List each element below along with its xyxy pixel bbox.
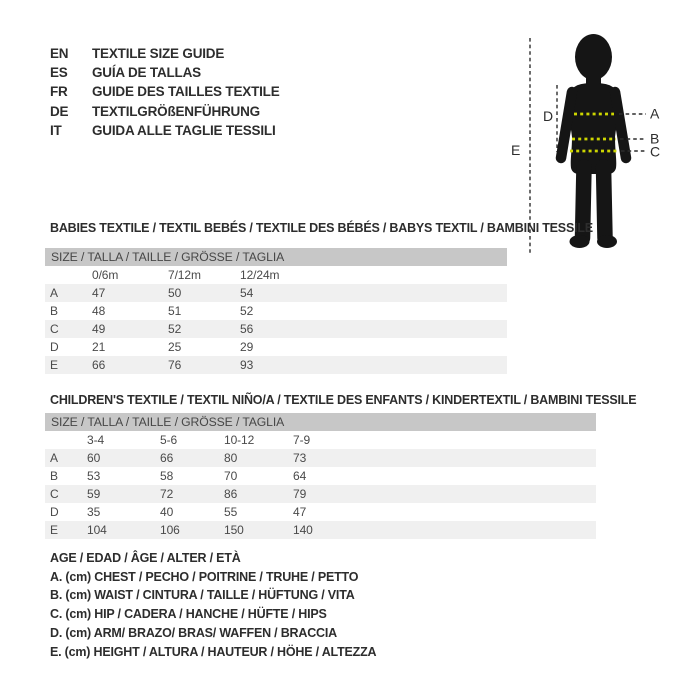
- cell-value: 52: [240, 304, 254, 318]
- babies-table-header: SIZE / TALLA / TAILLE / GRÖSSE / TAGLIA: [45, 248, 507, 266]
- cell-value: 66: [92, 358, 106, 372]
- language-row-fr: [50, 82, 280, 101]
- silhouette-right-arm: [615, 92, 626, 158]
- child-silhouette: [561, 34, 626, 248]
- row-label: C: [50, 322, 59, 336]
- table-row: [45, 485, 596, 503]
- children-size-columns-row: [45, 431, 596, 449]
- legend-chest-line: A. (cm) CHEST / PECHO / POITRINE / TRUHE / PETTO: [50, 569, 359, 584]
- legend-waist-line: B. (cm) WAIST / CINTURA / TAILLE / HÜFTUNG / VITA: [50, 588, 355, 603]
- legend-arm-line: D. (cm) ARM/ BRAZO/ BRAS/ WAFFEN / BRACCIA: [50, 625, 337, 640]
- cell-value: 21: [92, 340, 106, 354]
- cell-value: 25: [168, 340, 182, 354]
- table-row: [45, 521, 596, 539]
- cell-value: 59: [87, 487, 101, 501]
- language-row-en: [50, 44, 280, 63]
- cell-value: 76: [168, 358, 182, 372]
- cell-value: 58: [160, 469, 174, 483]
- table-row: [45, 467, 596, 485]
- column-header: 12/24m: [240, 268, 280, 282]
- table-row: [45, 338, 507, 356]
- language-title: TEXTILGRÖßENFÜHRUNG: [92, 103, 260, 119]
- empty-cell: [45, 431, 87, 449]
- row-label: E: [50, 523, 58, 537]
- language-row-de: [50, 102, 280, 121]
- row-label: D: [50, 340, 59, 354]
- babies-size-table: [45, 248, 507, 374]
- legend-hip-line: C. (cm) HIP / CADERA / HANCHE / HÜFTE / HIPS: [50, 607, 327, 622]
- row-label: D: [50, 505, 59, 519]
- cell-value: 80: [224, 451, 238, 465]
- cell-value: 66: [160, 451, 174, 465]
- cell-value: 72: [160, 487, 174, 501]
- language-code: DE: [50, 103, 69, 119]
- children-size-table: [45, 413, 596, 539]
- table-row: [45, 449, 596, 467]
- language-row-it: [50, 121, 280, 140]
- table-row: [45, 302, 507, 320]
- column-header: 7-9: [293, 433, 311, 447]
- cell-value: 56: [240, 322, 254, 336]
- language-title: GUIDA ALLE TAGLIE TESSILI: [92, 122, 276, 138]
- table-row: [45, 356, 507, 374]
- cell-value: 35: [87, 505, 101, 519]
- cell-value: 54: [240, 286, 254, 300]
- cell-value: 53: [87, 469, 101, 483]
- column-header: 0/6m: [92, 268, 119, 282]
- cell-value: 86: [224, 487, 238, 501]
- language-code: FR: [50, 84, 68, 100]
- hip-label: C: [650, 143, 660, 160]
- cell-value: 93: [240, 358, 254, 372]
- cell-value: 47: [293, 505, 307, 519]
- silhouette-right-foot: [597, 235, 617, 248]
- row-label: B: [50, 304, 58, 318]
- language-title: GUÍA DE TALLAS: [92, 65, 201, 81]
- measurement-legend: [50, 549, 376, 661]
- language-code: ES: [50, 65, 68, 81]
- table-row: [45, 503, 596, 521]
- cell-value: 29: [240, 340, 254, 354]
- cell-value: 48: [92, 304, 106, 318]
- row-label: E: [50, 358, 58, 372]
- legend-height-line: E. (cm) HEIGHT / ALTURA / HAUTEUR / HÖHE / ALTEZZA: [50, 644, 377, 659]
- arm-label: D: [543, 108, 553, 124]
- table-row: [45, 320, 507, 338]
- row-label: A: [50, 451, 58, 465]
- babies-size-columns-row: [45, 266, 507, 284]
- cell-value: 55: [224, 505, 238, 519]
- row-label: B: [50, 469, 58, 483]
- cell-value: 51: [168, 304, 182, 318]
- language-code: IT: [50, 122, 62, 138]
- cell-value: 104: [87, 523, 107, 537]
- silhouette-right-leg: [604, 167, 606, 238]
- cell-value: 106: [160, 523, 180, 537]
- cell-value: 70: [224, 469, 238, 483]
- cell-value: 150: [224, 523, 244, 537]
- cell-value: 64: [293, 469, 307, 483]
- column-header: 5-6: [160, 433, 178, 447]
- language-title: GUIDE DES TAILLES TEXTILE: [92, 84, 280, 100]
- empty-cell: [45, 266, 92, 284]
- language-title: TEXTILE SIZE GUIDE: [92, 46, 225, 62]
- children-table-header: SIZE / TALLA / TAILLE / GRÖSSE / TAGLIA: [45, 413, 596, 431]
- cell-value: 50: [168, 286, 182, 300]
- waist-label: B: [650, 130, 660, 147]
- table-row: [45, 284, 507, 302]
- column-header: 7/12m: [168, 268, 201, 282]
- column-header: 10-12: [224, 433, 255, 447]
- babies-table-title: BABIES TEXTILE / TEXTIL BEBÉS / TEXTILE DES BÉBÉS / BABYS TEXTIL / BAMBINI TESSILE: [50, 221, 593, 235]
- cell-value: 79: [293, 487, 307, 501]
- children-table-title: CHILDREN'S TEXTILE / TEXTIL NIÑO/A / TEXTILE DES ENFANTS / KINDERTEXTIL / BAMBINI TESSILE: [50, 393, 637, 407]
- legend-age-line: AGE / EDAD / ÂGE / ALTER / ETÀ: [50, 551, 241, 565]
- language-title-list: [50, 44, 280, 140]
- cell-value: 40: [160, 505, 174, 519]
- language-row-es: [50, 63, 280, 82]
- cell-value: 140: [293, 523, 313, 537]
- row-label: A: [50, 286, 58, 300]
- row-label: C: [50, 487, 59, 501]
- silhouette-left-arm: [561, 92, 572, 158]
- cell-value: 52: [168, 322, 182, 336]
- silhouette-left-foot: [570, 235, 590, 248]
- cell-value: 60: [87, 451, 101, 465]
- height-label: E: [511, 142, 521, 158]
- chest-label: A: [650, 105, 660, 122]
- cell-value: 49: [92, 322, 106, 336]
- cell-value: 47: [92, 286, 106, 300]
- column-header: 3-4: [87, 433, 105, 447]
- language-code: EN: [50, 46, 69, 62]
- cell-value: 73: [293, 451, 307, 465]
